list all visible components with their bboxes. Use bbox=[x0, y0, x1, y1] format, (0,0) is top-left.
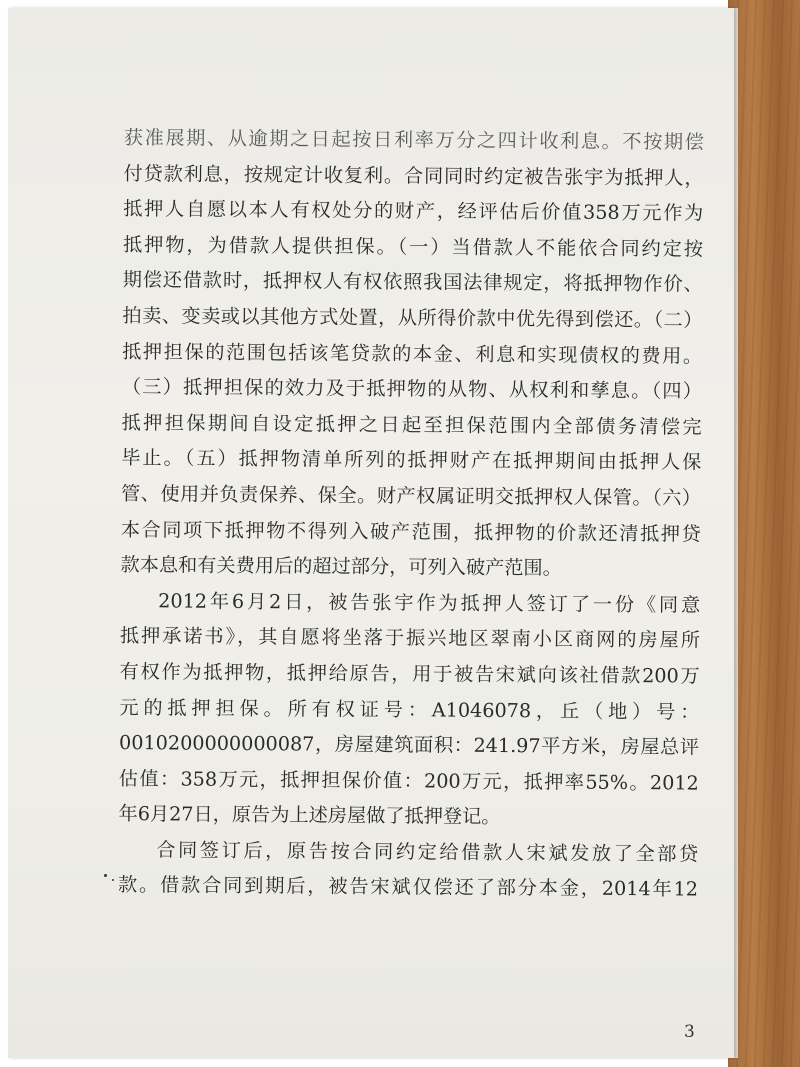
text-line: 抵押承诺书》，其自愿将坐落于振兴地区翠南小区商网的房屋所 bbox=[119, 624, 701, 652]
text-line: 款。借款合同到期后，被告宋斌仅偿还了部分本金，2014年12 bbox=[117, 873, 699, 902]
text-line: 获准展期、从逾期之日起按日利率万分之四计收利息。不按期偿 bbox=[123, 125, 704, 154]
document-body bbox=[118, 120, 704, 908]
ink-speck bbox=[104, 874, 107, 877]
text-line: 抵押物，为借款人提供担保。（一）当借款人不能依合同约定按 bbox=[122, 232, 704, 261]
text-line: 管、使用并负责保养、保全。财产权属证明交抵押权人保管。（六） bbox=[120, 481, 702, 510]
text-line: 元的抵押担保。所有权证号：A1046078，丘（地）号： bbox=[119, 695, 700, 724]
paragraph-start-line: 合同签订后，原告按合同约定给借款人宋斌发放了全部贷 bbox=[156, 838, 699, 866]
page-number: 3 bbox=[684, 1022, 695, 1042]
text-line: 本合同项下抵押物不得列入破产范围，抵押物的价款还清抵押贷 bbox=[120, 517, 701, 546]
paper-stack-edge bbox=[734, 8, 738, 1058]
text-line: 年6月27日，原告为上述房屋做了抵押登记。 bbox=[118, 802, 501, 829]
wooden-table-background bbox=[728, 0, 800, 1067]
text-line: 毕止。（五）抵押物清单所列的抵押财产在抵押期间由抵押人保 bbox=[121, 446, 702, 474]
text-line: 抵押人自愿以本人有权处分的财产，经评估后价值358万元作为 bbox=[123, 197, 704, 225]
text-line: 抵押担保的范围包括该笔贷款的本金、利息和实现债权的费用。 bbox=[122, 339, 703, 368]
text-line: 0010200000000087，房屋建筑面积：241.97平方米，房屋总评 bbox=[119, 731, 700, 759]
paragraph-start-line: 2012年6月2日，被告张宇作为抵押人签订了一份《同意 bbox=[158, 589, 701, 617]
ink-speck bbox=[112, 879, 114, 881]
text-line: 估值：358万元，抵押担保价值：200万元，抵押率55%。2012 bbox=[118, 766, 699, 795]
text-line: 拍卖、变卖或以其他方式处置，从所得价款中优先得到偿还。（二） bbox=[122, 303, 703, 332]
text-line: （三）抵押担保的效力及于抵押物的从物、从权利和孳息。（四） bbox=[121, 375, 702, 403]
text-line: 款本息和有关费用后的超过部分，可列入破产范围。 bbox=[120, 553, 562, 580]
text-line: 期偿还借款时，抵押权人有权依照我国法律规定，将抵押物作价、 bbox=[122, 268, 703, 296]
text-line: 有权作为抵押物，抵押给原告，用于被告宋斌向该社借款200万 bbox=[119, 659, 700, 688]
text-line: 付贷款利息，按规定计收复利。合同同时约定被告张宇为抵押人， bbox=[123, 161, 704, 190]
text-line: 抵押担保期间自设定抵押之日起至担保范围内全部债务清偿完 bbox=[121, 410, 702, 439]
